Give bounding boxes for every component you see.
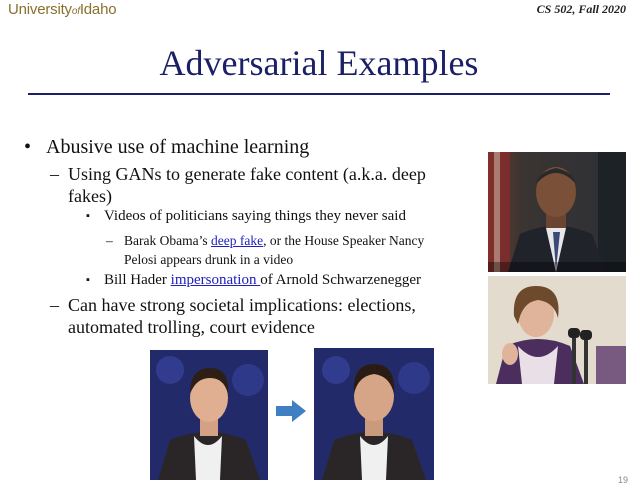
bullet-marker: • — [24, 136, 32, 158]
pelosi-photo-image — [488, 276, 626, 384]
pelosi-photo — [488, 276, 626, 384]
bullet-5-pre: Bill Hader — [104, 272, 171, 288]
bullet-2-line-1: Using GANs to generate fake content (a.k.a. deep — [68, 164, 426, 184]
course-label: CS 502, Fall 2020 — [536, 2, 626, 16]
bullet-3-marker: ▪ — [86, 210, 90, 222]
obama-photo-image — [488, 152, 626, 272]
hader-before-image — [150, 350, 268, 480]
bullet-2-marker: – — [50, 164, 59, 184]
bullet-5-marker: ▪ — [86, 274, 90, 286]
bullet-6-line-1: Can have strong societal implications: elections, — [68, 295, 416, 315]
title-divider — [28, 93, 610, 95]
hader-before-photo — [150, 350, 268, 480]
university-logo — [8, 1, 116, 18]
bullet-6-marker: – — [50, 295, 59, 315]
bullet-2-line-2: fakes) — [68, 186, 112, 206]
hader-after-photo — [314, 348, 434, 480]
bullet-1-text: Abusive use of machine learning — [46, 136, 310, 158]
deep-fake-link[interactable]: deep fake — [210, 233, 264, 248]
arrow-right-icon — [276, 400, 306, 422]
bullet-4-line-2: Pelosi appears drunk in a video — [124, 252, 294, 267]
bullet-5-text — [104, 272, 421, 289]
page-number: 19 — [617, 475, 628, 485]
obama-photo — [488, 152, 626, 272]
logo-text-idaho: Idaho — [79, 1, 117, 18]
impersonation-link[interactable]: impersonation — [170, 272, 261, 288]
slide-title: Adversarial Examples — [159, 43, 479, 83]
bullet-4-marker: – — [106, 233, 113, 248]
bullet-6-line-2: automated trolling, court evidence — [68, 317, 315, 337]
logo-text-of: of — [71, 6, 80, 17]
bullet-3-text: Videos of politicians saying things they never said — [104, 208, 406, 224]
logo-text-university: University — [8, 1, 72, 18]
bullet-5-post: of Arnold Schwarzenegger — [260, 272, 422, 288]
bullet-1 — [24, 136, 31, 159]
bullet-4-post: , or the House Speaker Nancy — [263, 233, 425, 248]
hader-after-image — [314, 348, 434, 480]
bullet-4-line-1 — [124, 233, 424, 249]
bullet-4-pre: Barak Obama’s — [124, 233, 211, 248]
